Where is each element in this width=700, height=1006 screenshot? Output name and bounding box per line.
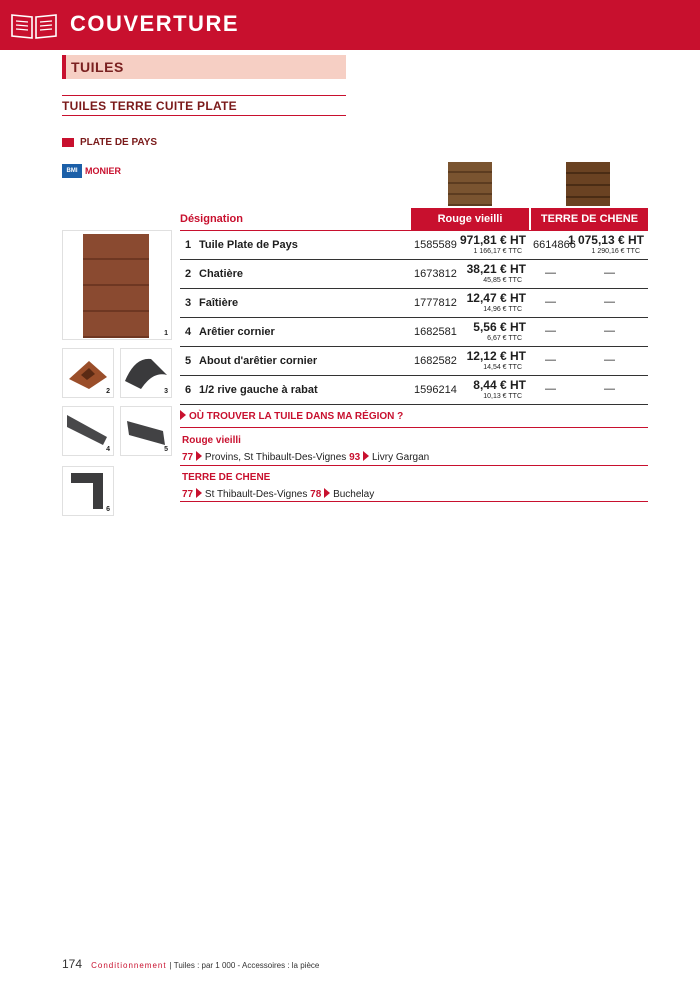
product-name: Faîtière	[199, 297, 239, 309]
store-group-title: Rouge vieilli	[182, 435, 241, 446]
product-name: Tuile Plate de Pays	[199, 239, 298, 251]
product-name: Arêtier cornier	[199, 326, 275, 338]
price-ht: 971,81 € HT	[459, 233, 526, 247]
unavailable-dash: —	[545, 325, 556, 337]
product-reference: 1596214	[414, 384, 457, 396]
price-ttc: 1 166,17 € TTC	[473, 248, 522, 255]
designation-header: Désignation	[180, 213, 243, 225]
arrow-right-icon	[180, 410, 186, 420]
divider	[180, 465, 648, 466]
unavailable-dash: —	[604, 354, 615, 366]
swatch-terre-de-chene	[566, 162, 610, 206]
where-to-find-heading	[180, 410, 403, 422]
unavailable-dash: —	[604, 296, 615, 308]
product-image-aretier	[62, 406, 114, 456]
store-locations: Livry Gargan	[371, 452, 430, 463]
page-number: 174	[62, 957, 83, 971]
brand-name: MONIER	[85, 166, 121, 176]
department-number: 78	[310, 489, 322, 500]
divider	[62, 115, 346, 116]
price-ht: 1 075,13 € HT	[567, 233, 644, 247]
product-reference: 1777812	[414, 297, 457, 309]
product-image-about	[120, 406, 172, 456]
arrow-right-icon	[196, 488, 202, 498]
unavailable-dash: —	[604, 325, 615, 337]
divider	[62, 95, 346, 96]
product-name: 1/2 rive gauche à rabat	[199, 384, 318, 396]
department-number: 93	[349, 452, 361, 463]
unavailable-dash: —	[604, 267, 615, 279]
roof-tile-image	[83, 234, 149, 338]
price-ht: 5,56 € HT	[473, 320, 526, 334]
swatch-rouge-vieilli	[448, 162, 492, 206]
unavailable-dash: —	[604, 383, 615, 395]
product-reference: 1682582	[414, 355, 457, 367]
unavailable-dash: —	[545, 354, 556, 366]
page-title: COUVERTURE	[70, 11, 240, 36]
department-number: 77	[182, 452, 194, 463]
section-title: TUILES	[71, 59, 124, 75]
price-ht: 38,21 € HT	[466, 262, 526, 276]
product-reference: 1682581	[414, 326, 457, 338]
unavailable-dash: —	[545, 383, 556, 395]
row-number: 5	[185, 355, 192, 367]
table-row	[180, 260, 648, 289]
store-locations: St Thibault-Des-Vignes	[204, 489, 308, 500]
row-number: 6	[185, 384, 192, 396]
row-number: 2	[185, 268, 192, 280]
price-ttc: 6,67 € TTC	[487, 335, 522, 342]
price-ttc: 10,13 € TTC	[483, 393, 522, 400]
divider	[180, 501, 648, 502]
image-number: 2	[106, 388, 110, 395]
page-footer	[62, 957, 319, 971]
store-list	[182, 488, 374, 500]
section-accent	[62, 55, 66, 79]
unavailable-dash: —	[545, 267, 556, 279]
table-row	[180, 289, 648, 318]
store-list	[182, 451, 429, 463]
header-banner	[0, 0, 700, 50]
department-number: 77	[182, 489, 194, 500]
image-number: 1	[164, 330, 168, 337]
price-ttc: 14,54 € TTC	[483, 364, 522, 371]
image-number: 3	[164, 388, 168, 395]
price-ht: 8,44 € HT	[473, 378, 526, 392]
open-book-icon	[8, 11, 60, 41]
product-image-rive	[62, 466, 114, 516]
table-row	[180, 318, 648, 347]
price-ht: 12,12 € HT	[466, 349, 526, 363]
image-number: 6	[106, 506, 110, 513]
product-image-chatiere	[62, 348, 114, 398]
category-marker	[62, 138, 74, 147]
column-header-terre-de-chene: TERRE DE CHENE	[531, 208, 648, 230]
table-row	[180, 231, 648, 260]
product-name: About d'arêtier cornier	[199, 355, 318, 367]
table-row	[180, 376, 648, 405]
row-number: 1	[185, 239, 192, 251]
image-number: 4	[106, 446, 110, 453]
product-image-tile	[62, 230, 172, 340]
subsection-title: TUILES TERRE CUITE PLATE	[62, 99, 237, 113]
brand-logo-mark: BMI	[62, 164, 82, 178]
column-header-rouge-vieilli: Rouge vieilli	[411, 208, 529, 230]
store-locations: Provins, St Thibault-Des-Vignes	[204, 452, 347, 463]
arrow-right-icon	[324, 488, 330, 498]
footer-text: | Tuiles : par 1 000 - Accessoires : la pièce	[169, 961, 320, 970]
price-ttc: 45,85 € TTC	[483, 277, 522, 284]
price-ht: 12,47 € HT	[466, 291, 526, 305]
category-label: PLATE DE PAYS	[80, 137, 158, 148]
product-image-faitiere	[120, 348, 172, 398]
row-number: 3	[185, 297, 192, 309]
section-heading	[62, 55, 346, 79]
arrow-right-icon	[196, 451, 202, 461]
row-number: 4	[185, 326, 192, 338]
product-reference: 6614866	[533, 239, 576, 251]
image-number: 5	[164, 446, 168, 453]
product-name: Chatière	[199, 268, 244, 280]
where-to-find-title: OÙ TROUVER LA TUILE DANS MA RÉGION ?	[189, 411, 404, 422]
price-ttc: 14,96 € TTC	[483, 306, 522, 313]
product-reference: 1585589	[414, 239, 457, 251]
store-locations: Buchelay	[333, 489, 375, 500]
price-ttc: 1 290,16 € TTC	[591, 248, 640, 255]
product-reference: 1673812	[414, 268, 457, 280]
footer-label: Conditionnement	[91, 961, 167, 970]
table-row	[180, 347, 648, 376]
divider	[180, 427, 648, 428]
arrow-right-icon	[363, 451, 369, 461]
unavailable-dash: —	[545, 296, 556, 308]
store-group-title: TERRE DE CHENE	[182, 472, 271, 483]
